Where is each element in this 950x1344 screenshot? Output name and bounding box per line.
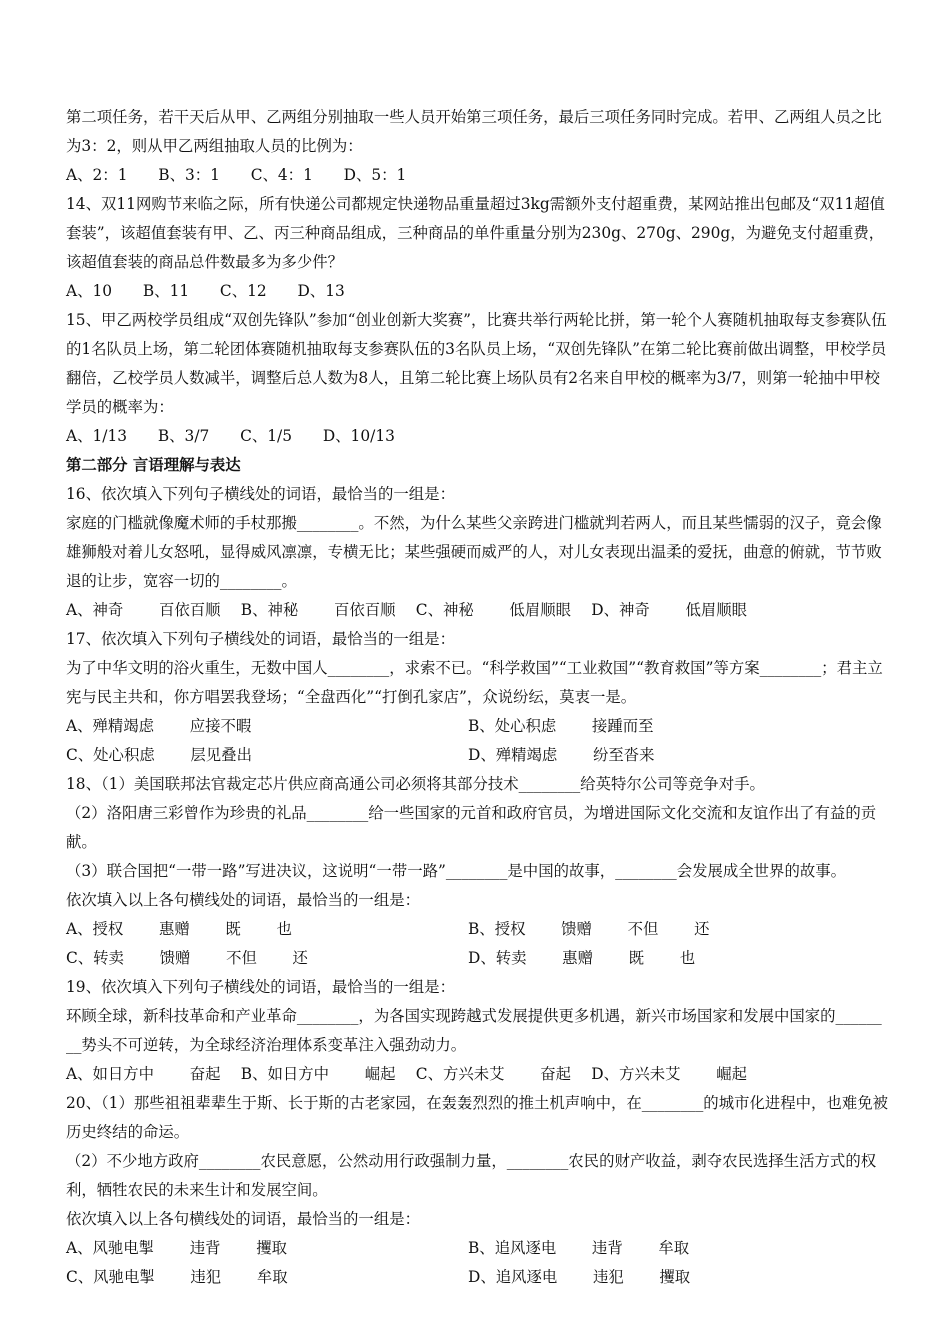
q17-passage: 为了中华文明的浴火重生，无数中国人________，求索不已。“科学救国”“工业救国”“教育救国”等方案________；君主立宪与民主共和，你方唱罢我登场；“全盘西化”“打倒孔家店”，众说纷纭，莫衷一是。 bbox=[66, 659, 883, 706]
q18-sentence-3: （3）联合国把“一带一路”写进决议，这说明“一带一路”________是中国的故事，________会发展成全世界的故事。 bbox=[66, 862, 847, 880]
q20-option-d: D、追风逐电 违犯 攫取 bbox=[468, 1268, 691, 1286]
section-heading: 第二部分 言语理解与表达 bbox=[66, 456, 241, 474]
q16-options: A、神奇 百依百顺 B、神秘 百依百顺 C、神秘 低眉顺眼 D、神奇 低眉顺眼 bbox=[66, 601, 748, 619]
q15-options: A、1/13 B、3/7 C、1/5 D、10/13 bbox=[66, 427, 395, 445]
q19-stem: 19、依次填入下列句子横线处的词语，最恰当的一组是： bbox=[66, 978, 455, 996]
q20-option-a: A、风驰电掣 违背 攫取 bbox=[66, 1239, 287, 1257]
q19-options: A、如日方中 奋起 B、如日方中 崛起 C、方兴未艾 奋起 D、方兴未艾 崛起 bbox=[66, 1065, 748, 1083]
q18-options bbox=[66, 915, 888, 973]
q20-option-c: C、风驰电掣 违犯 牟取 bbox=[66, 1268, 288, 1286]
q13-options: A、2：1 B、3：1 C、4：1 D、5：1 bbox=[66, 166, 407, 184]
q20-option-b: B、追风逐电 违背 牟取 bbox=[468, 1239, 690, 1257]
q18-stem: 依次填入以上各句横线处的词语，最恰当的一组是： bbox=[66, 891, 420, 909]
q20-sentence-2: （2）不少地方政府________农民意愿，公然动用行政强制力量，________农民的财产收益，剥夺农民选择生活方式的权利，牺牲农民的未来生计和发展空间。 bbox=[66, 1152, 877, 1199]
q18-option-d: D、转卖 惠赠 既 也 bbox=[468, 949, 696, 967]
q18-option-c: C、转卖 馈赠 不但 还 bbox=[66, 949, 308, 967]
q19-passage: 环顾全球，新科技革命和产业革命________，为各国实现跨越式发展提供更多机遇，新兴市场国家和发展中国家的________势头不可逆转，为全球经济治理体系变革注入强劲动力。 bbox=[66, 1007, 882, 1054]
q13-continuation: 第二项任务，若干天后从甲、乙两组分别抽取一些人员开始第三项任务，最后三项任务同时完成。若甲、乙两组人员之比为3：2，则从甲乙两组抽取人员的比例为： bbox=[66, 108, 882, 155]
q20-options bbox=[66, 1234, 888, 1292]
q17-options bbox=[66, 712, 888, 770]
q18-sentence-2: （2）洛阳唐三彩曾作为珍贵的礼品________给一些国家的元首和政府官员，为增进国际文化交流和友谊作出了有益的贡献。 bbox=[66, 804, 877, 851]
q17-stem: 17、依次填入下列句子横线处的词语，最恰当的一组是： bbox=[66, 630, 455, 648]
q18-option-a: A、授权 惠赠 既 也 bbox=[66, 920, 292, 938]
q17-option-a: A、殚精竭虑 应接不暇 bbox=[66, 717, 252, 735]
q20-stem: 依次填入以上各句横线处的词语，最恰当的一组是： bbox=[66, 1210, 420, 1228]
q17-option-d: D、殚精竭虑 纷至沓来 bbox=[468, 746, 655, 764]
q17-option-b: B、处心积虑 接踵而至 bbox=[468, 717, 654, 735]
q15-stem: 15、甲乙两校学员组成“双创先锋队”参加“创业创新大奖赛”，比赛共举行两轮比拼，第一轮个人赛随机抽取每支参赛队伍的1名队员上场，第二轮团体赛随机抽取每支参赛队伍的3名队员上场，“双创先锋队”在第二轮比赛前做出调整，甲校学员翻倍，乙校学员人数减半，调整后总人数为8人，且第二轮比赛上场队员有2名来自甲校的概率为3/7，则第一轮抽中甲校学员的概率为： bbox=[66, 311, 887, 416]
document-content bbox=[66, 103, 888, 1292]
q20-sentence-1: 20、（1）那些祖祖辈辈生于斯、长于斯的古老家园，在轰轰烈烈的推土机声响中，在________的城市化进程中，也难免被历史终结的命运。 bbox=[66, 1094, 888, 1141]
q14-stem: 14、双11网购节来临之际，所有快递公司都规定快递物品重量超过3kg需额外支付超重费，某网站推出包邮及“双11超值套装”，该超值套装有甲、乙、丙三种商品组成，三种商品的单件重量分别为230g、270g、290g，为避免支付超重费，该超值套装的商品总件数最多为多少件？ bbox=[66, 195, 885, 271]
q18-sentence-1: 18、（1）美国联邦法官裁定芯片供应商高通公司必须将其部分技术________给英特尔公司等竞争对手。 bbox=[66, 775, 765, 793]
q16-stem: 16、依次填入下列句子横线处的词语，最恰当的一组是： bbox=[66, 485, 455, 503]
q17-option-c: C、处心积虑 层见叠出 bbox=[66, 746, 252, 764]
q16-passage: 家庭的门槛就像魔术师的手杖那搬________。不然，为什么某些父亲跨进门槛就判若两人，而且某些懦弱的汉子，竟会像雄狮般对着儿女怒吼，显得威风凛凛，专横无比；某些强硬而威严的人，对儿女表现出温柔的爱抚，曲意的俯就，节节败退的让步，宽容一切的________。 bbox=[66, 514, 882, 590]
q14-options: A、10 B、11 C、12 D、13 bbox=[66, 282, 345, 300]
q18-option-b: B、授权 馈赠 不但 还 bbox=[468, 920, 710, 938]
